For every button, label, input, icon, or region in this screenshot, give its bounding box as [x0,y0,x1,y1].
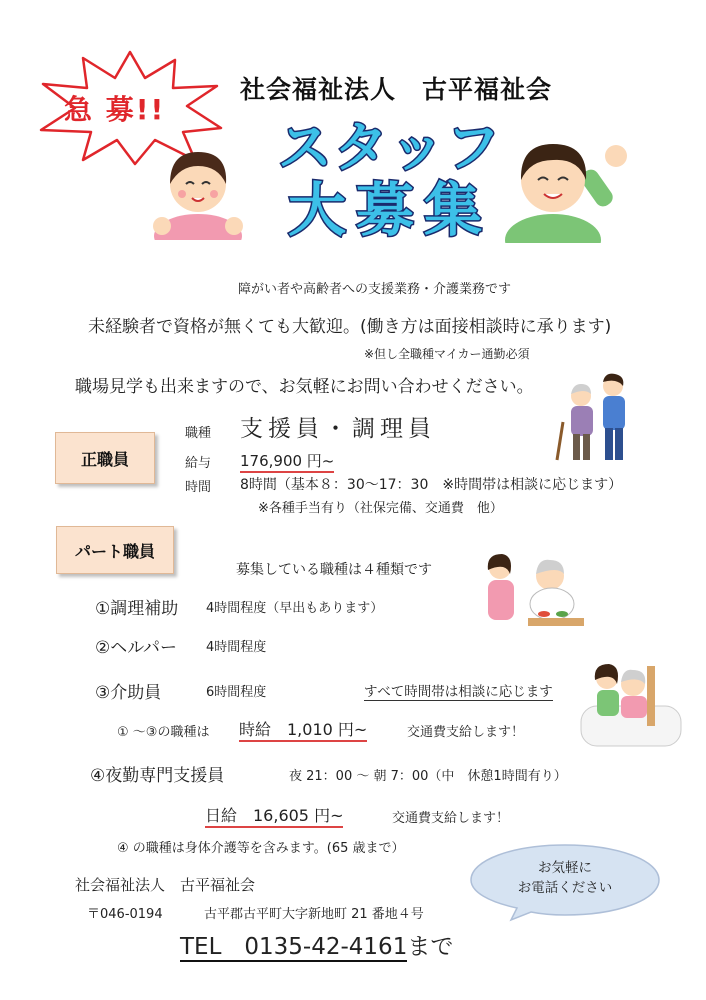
phone-number[interactable]: TEL 0135-42-4161 [180,934,408,960]
caregiver-walking-elder-illustration [545,372,645,462]
role-helper: ②ヘルパー [95,638,178,658]
workplace-visit-text: 職場見学も出来ますので、お気軽にお問い合わせください。 [75,377,534,397]
role-4-care-note: ④ の職種は身体介護等を含みます。(65 歳まで） [117,841,405,856]
role-helper-hours: 4時間程度 [206,640,267,655]
job-description: 障がい者や高齢者への支援業務・介護業務です [238,282,512,297]
transport-note-1: 交通費支給します！ [407,725,525,740]
bubble-line1: お気軽に [538,860,592,876]
address: 古平郡古平町大字新地町 21 番地４号 [204,907,424,922]
banner-line1: スタッフ [278,116,502,179]
urgent-text: 急 募!! [64,93,166,126]
caregiver-feeding-elder-illustration [478,548,588,636]
full-time-badge: 正職員 [55,432,155,484]
man-fist-pump-illustration [498,128,648,243]
woman-cheering-illustration [148,140,248,240]
staff-recruitment-banner [240,112,540,238]
allowance-note: ※各種手当有り（社保完備、交通費 他） [258,501,503,516]
hourly-wage: 時給 1,010 円~ [239,717,367,742]
job-type-label: 職種 [185,426,212,441]
salary-label: 給与 [185,456,212,471]
hours-label: 時間 [185,480,212,495]
beginners-welcome-text: 未経験者で資格が無くても大歓迎。(働き方は面接相談時に承ります) [88,317,612,337]
bubble-text [467,858,663,898]
part-time-intro: 募集している職種は４種類です [236,562,432,578]
role-care-assistant-hours: 6時間程度 [206,685,267,700]
footer-organization: 社会福祉法人 古平福祉会 [75,876,256,894]
roles-1-3-label: ① ～③の職種は [117,725,210,740]
banner-line2: 大募集 [287,176,493,238]
consult-hours-note: すべて時間帯は相談に応じます [364,680,553,701]
postal-code: 〒046-0194 [87,907,163,922]
role-cooking-assistant-hours: 4時間程度（早出もあります） [206,601,384,616]
role-cooking-assistant: ①調理補助 [95,599,179,619]
hours-value: 8時間（基本８：30～17：30 ※時間帯は相談に応じます） [240,477,623,493]
transport-note-2: 交通費支給します！ [392,811,510,826]
role-night-support: ④夜勤専門支援員 [90,766,225,786]
role-care-assistant: ③介助員 [95,683,162,703]
organization-title: 社会福祉法人 古平福祉会 [240,75,553,104]
car-commute-note: ※但し全職種マイカー通勤必須 [364,347,530,361]
salary-value: 176,900 円~ [240,450,334,473]
bubble-line2: お電話ください [517,880,613,896]
part-time-badge: パート職員 [56,526,174,574]
caregiver-hugging-elder-illustration [577,656,685,751]
phone-line [180,928,453,961]
phone-suffix: まで [407,934,454,960]
daily-wage: 日給 16,605 円~ [205,803,343,828]
job-type-value: 支援員・調理員 [240,416,436,442]
role-night-support-hours: 夜 21：00 ～ 朝 7：00（中 休憩1時間有り） [289,769,567,784]
